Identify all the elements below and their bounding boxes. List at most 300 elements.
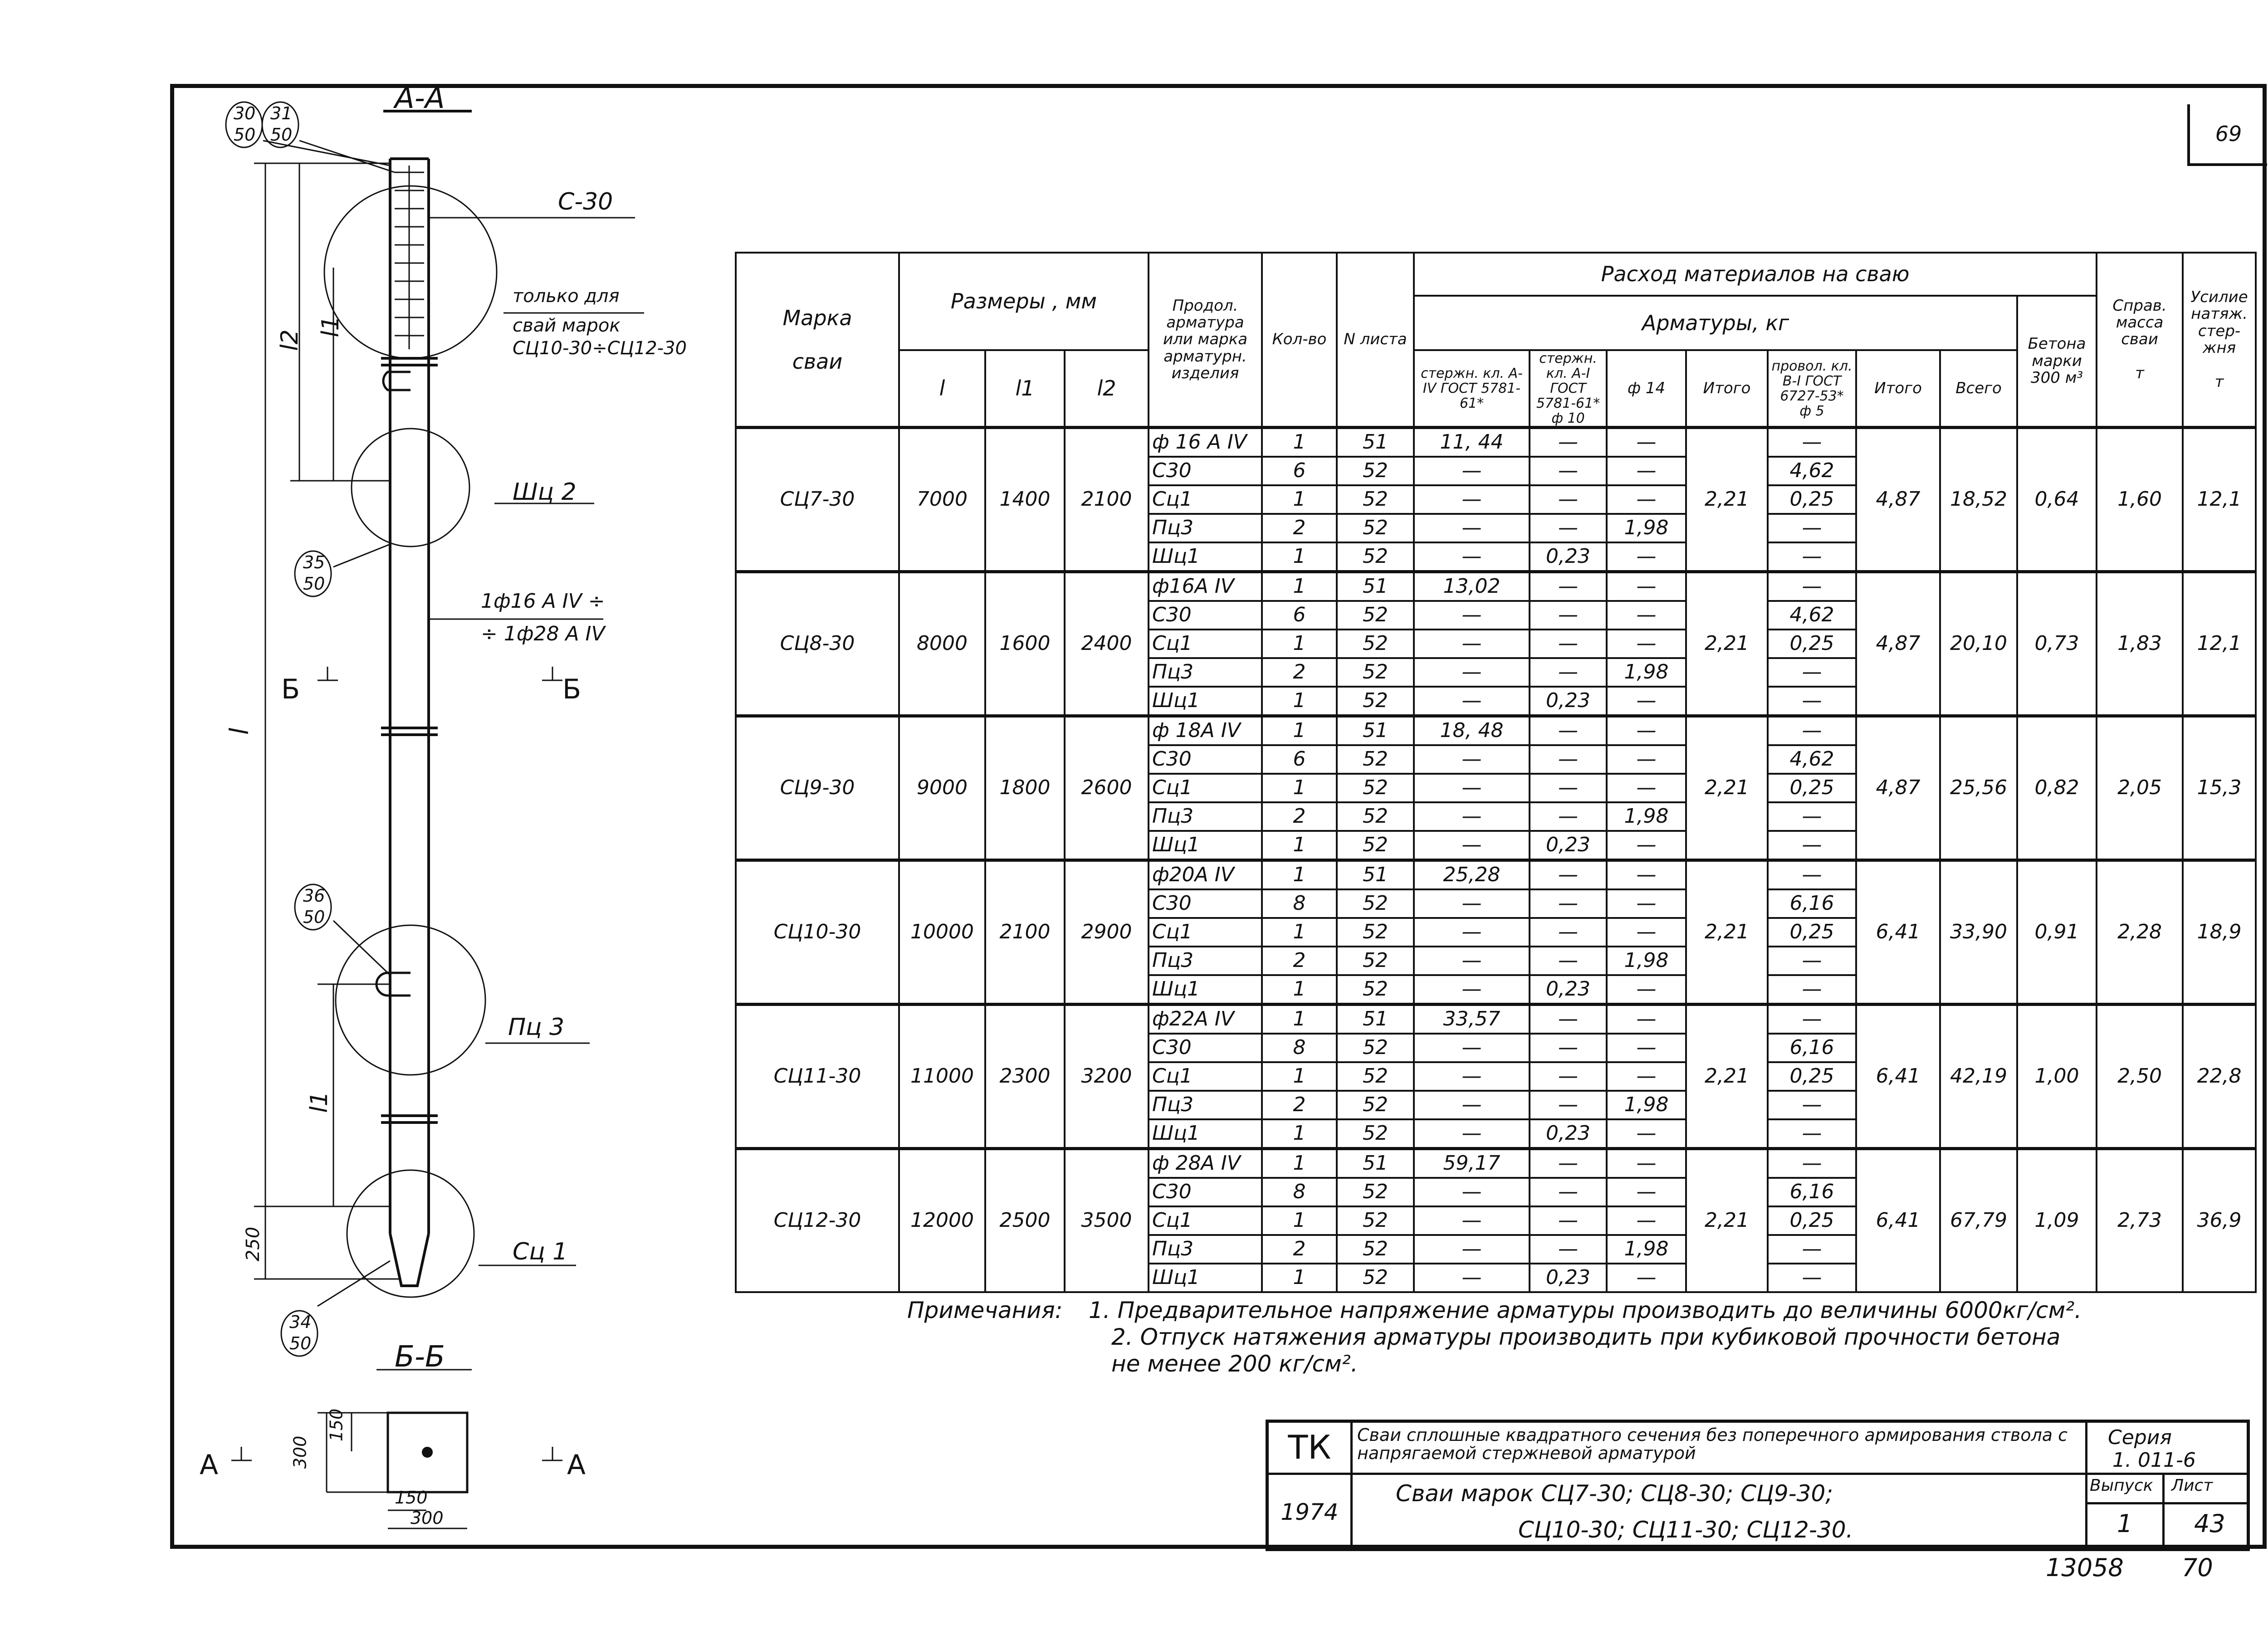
cell-mass: 1,83 [2097, 572, 2183, 716]
cell-concrete: 0,82 [2017, 716, 2097, 860]
subtitle-2: СЦ10-30; СЦ11-30; СЦ12-30. [1518, 1517, 1853, 1543]
cell-phi10: — [1530, 514, 1607, 542]
note-2-cont: не менее 200 кг/см². [1111, 1351, 1358, 1377]
callout-30-bottom: 50 [234, 125, 256, 145]
cell-phi14: — [1607, 831, 1686, 860]
cell-mark: СЦ9-30 [736, 716, 899, 860]
cell-sheet: 51 [1337, 1149, 1414, 1178]
cell-phi10: 0,23 [1530, 542, 1607, 572]
cell-qty: 1 [1262, 831, 1337, 860]
callout-31-top: 31 [270, 103, 293, 123]
cell-phi5: 0,25 [1768, 1062, 1856, 1091]
cell-qty: 1 [1262, 1264, 1337, 1292]
cell-rod-a4: 18, 48 [1414, 716, 1530, 746]
cell-item: С30 [1149, 457, 1262, 485]
cell-phi10: — [1530, 457, 1607, 485]
cell-qty: 8 [1262, 1178, 1337, 1206]
cell-wire-total: 6,41 [1856, 1005, 1940, 1149]
cell-rod-a4: — [1414, 1119, 1530, 1149]
subtitle-1: Сваи марок СЦ7-30; СЦ8-30; СЦ9-30; [1396, 1480, 1833, 1507]
cell-rod-a4: — [1414, 975, 1530, 1005]
cell-mark: СЦ10-30 [736, 860, 899, 1005]
footer-number: 70 [2182, 1553, 2213, 1582]
cell-l: 11000 [899, 1005, 985, 1149]
header-sizes: Размеры , мм [899, 253, 1149, 350]
cell-rebar-total: 2,21 [1686, 1005, 1768, 1149]
cell-qty: 8 [1262, 1034, 1337, 1062]
cell-phi5: — [1768, 428, 1856, 457]
cell-phi14: — [1607, 1005, 1686, 1034]
cell-wire-total: 4,87 [1856, 572, 1940, 716]
cell-phi5: — [1768, 860, 1856, 890]
cell-phi14: — [1607, 745, 1686, 774]
cell-qty: 2 [1262, 514, 1337, 542]
table-body [736, 428, 2256, 1293]
cell-mass: 2,05 [2097, 716, 2183, 860]
only-for-line3: СЦ10-30÷СЦ12-30 [513, 338, 687, 359]
cell-mark: СЦ11-30 [736, 1005, 899, 1149]
callout-34-top: 34 [289, 1312, 312, 1332]
materials-table [735, 252, 2257, 1293]
cell-sheet: 52 [1337, 1119, 1414, 1149]
cell-sheet: 52 [1337, 918, 1414, 947]
cell-l: 8000 [899, 572, 985, 716]
cell-item: Пц3 [1149, 658, 1262, 687]
cell-item: С30 [1149, 1034, 1262, 1062]
header-prod: Продол. арматура или марка арматурн. изделия [1149, 253, 1262, 428]
cell-qty: 1 [1262, 1062, 1337, 1091]
cell-all: 42,19 [1940, 1005, 2017, 1149]
cell-item: Шц1 [1149, 1264, 1262, 1292]
cell-mass: 2,50 [2097, 1005, 2183, 1149]
header-all: Всего [1940, 350, 2017, 428]
cell-item: Шц1 [1149, 831, 1262, 860]
section-b-left-mark: Б [281, 674, 300, 705]
cell-phi5: — [1768, 802, 1856, 831]
pc3-label: Пц 3 [508, 1014, 565, 1041]
callout-35-top: 35 [303, 552, 325, 572]
cell-qty: 1 [1262, 1149, 1337, 1178]
cell-all: 18,52 [1940, 428, 2017, 572]
table-row [736, 860, 2256, 890]
cell-force: 36,9 [2183, 1149, 2256, 1293]
cell-qty: 1 [1262, 716, 1337, 746]
cell-phi5: — [1768, 947, 1856, 975]
cell-qty: 2 [1262, 658, 1337, 687]
cell-rod-a4: — [1414, 485, 1530, 514]
cell-sheet: 52 [1337, 658, 1414, 687]
cell-qty: 8 [1262, 889, 1337, 918]
cell-item: ф 28А IV [1149, 1149, 1262, 1178]
cell-phi14: 1,98 [1607, 1235, 1686, 1264]
cell-phi5: — [1768, 572, 1856, 601]
cell-item: С30 [1149, 1178, 1262, 1206]
cell-rod-a4: — [1414, 1264, 1530, 1292]
cell-rod-a4: 13,02 [1414, 572, 1530, 601]
cell-sheet: 52 [1337, 889, 1414, 918]
cell-qty: 1 [1262, 542, 1337, 572]
table-row [736, 716, 2256, 746]
sheet-label: Лист [2171, 1476, 2213, 1495]
cell-l1: 1800 [985, 716, 1065, 860]
cell-mass: 2,73 [2097, 1149, 2183, 1293]
cell-phi14: — [1607, 889, 1686, 918]
table-row [736, 1149, 2256, 1178]
cell-item: Пц3 [1149, 1091, 1262, 1119]
cell-phi14: — [1607, 1149, 1686, 1178]
cell-rod-a4: 33,57 [1414, 1005, 1530, 1034]
cell-rod-a4: — [1414, 889, 1530, 918]
cell-phi14: 1,98 [1607, 514, 1686, 542]
cell-qty: 1 [1262, 630, 1337, 658]
cell-rod-a4: 59,17 [1414, 1149, 1530, 1178]
cell-l2: 2600 [1065, 716, 1149, 860]
cell-phi5: 0,25 [1768, 918, 1856, 947]
cell-sheet: 51 [1337, 860, 1414, 890]
table-row [736, 1005, 2256, 1034]
cell-l: 12000 [899, 1149, 985, 1293]
header-phi10: стержн. кл. А-I ГОСТ 5781-61* ф 10 [1530, 350, 1607, 428]
cell-sheet: 52 [1337, 1062, 1414, 1091]
cell-phi5: — [1768, 1235, 1856, 1264]
cell-item: Сц1 [1149, 485, 1262, 514]
cell-phi14: — [1607, 716, 1686, 746]
cell-sheet: 52 [1337, 514, 1414, 542]
cell-force: 12,1 [2183, 428, 2256, 572]
cell-phi5: 4,62 [1768, 601, 1856, 630]
cell-qty: 2 [1262, 1235, 1337, 1264]
header-total2: Итого [1856, 350, 1940, 428]
cell-rod-a4: — [1414, 542, 1530, 572]
issue-value: 1 [2117, 1509, 2133, 1538]
only-for-line2: свай марок [513, 315, 621, 336]
cell-l2: 2400 [1065, 572, 1149, 716]
cell-phi10: — [1530, 630, 1607, 658]
cell-rebar-total: 2,21 [1686, 1149, 1768, 1293]
header-rod-a4: стержн. кл. А-IV ГОСТ 5781-61* [1414, 350, 1530, 428]
cell-rebar-total: 2,21 [1686, 860, 1768, 1005]
cell-concrete: 1,00 [2017, 1005, 2097, 1149]
cell-sheet: 52 [1337, 774, 1414, 802]
cell-l: 10000 [899, 860, 985, 1005]
table-row [736, 572, 2256, 601]
cell-item: ф 18А IV [1149, 716, 1262, 746]
dim-l2: l2 [276, 329, 303, 351]
cell-rebar-total: 2,21 [1686, 572, 1768, 716]
cell-sheet: 51 [1337, 1005, 1414, 1034]
cell-rod-a4: 25,28 [1414, 860, 1530, 890]
cell-phi10: — [1530, 601, 1607, 630]
cell-sheet: 52 [1337, 831, 1414, 860]
cell-item: С30 [1149, 601, 1262, 630]
cell-l2: 3200 [1065, 1005, 1149, 1149]
cell-l2: 2900 [1065, 860, 1149, 1005]
cell-sheet: 51 [1337, 572, 1414, 601]
cell-all: 67,79 [1940, 1149, 2017, 1293]
cell-mass: 1,60 [2097, 428, 2183, 572]
cell-phi14: — [1607, 774, 1686, 802]
cell-item: С30 [1149, 889, 1262, 918]
cell-rod-a4: — [1414, 947, 1530, 975]
callout-36-bottom: 50 [303, 907, 325, 927]
cell-phi5: — [1768, 716, 1856, 746]
cell-phi14: — [1607, 1206, 1686, 1235]
cell-mark: СЦ8-30 [736, 572, 899, 716]
cell-sheet: 52 [1337, 1264, 1414, 1292]
dim-300-horizontal: 300 [411, 1508, 444, 1528]
cell-phi10: — [1530, 1005, 1607, 1034]
cell-phi10: — [1530, 1178, 1607, 1206]
cell-l2: 2100 [1065, 428, 1149, 572]
cell-phi14: — [1607, 1119, 1686, 1149]
cell-qty: 1 [1262, 918, 1337, 947]
cell-sheet: 52 [1337, 601, 1414, 630]
cell-phi10: 0,23 [1530, 1119, 1607, 1149]
cell-force: 22,8 [2183, 1005, 2256, 1149]
cell-phi14: — [1607, 542, 1686, 572]
cell-item: ф20А IV [1149, 860, 1262, 890]
cell-sheet: 52 [1337, 1091, 1414, 1119]
dim-150-horizontal: 150 [395, 1488, 428, 1508]
c30-label: С-30 [558, 188, 613, 215]
cell-sheet: 51 [1337, 716, 1414, 746]
cell-qty: 1 [1262, 1119, 1337, 1149]
dim-l: l [225, 727, 254, 735]
cell-phi5: 0,25 [1768, 485, 1856, 514]
cell-qty: 1 [1262, 485, 1337, 514]
cell-rod-a4: — [1414, 1206, 1530, 1235]
cell-item: Сц1 [1149, 918, 1262, 947]
cell-sheet: 52 [1337, 687, 1414, 716]
cell-phi14: — [1607, 601, 1686, 630]
section-aa-title: А-А [395, 82, 445, 115]
cell-sheet: 52 [1337, 630, 1414, 658]
cell-item: Шц1 [1149, 1119, 1262, 1149]
sheet-value: 43 [2194, 1509, 2225, 1538]
cell-sheet: 52 [1337, 1034, 1414, 1062]
cell-phi10: — [1530, 716, 1607, 746]
cell-sheet: 52 [1337, 485, 1414, 514]
cell-phi14: 1,98 [1607, 947, 1686, 975]
cell-phi5: — [1768, 975, 1856, 1005]
series-value: 1. 011-6 [2112, 1449, 2196, 1472]
header-l2: l2 [1065, 350, 1149, 428]
note-2: 2. Отпуск натяжения арматуры производить при кубиковой прочности бетона [1111, 1324, 2061, 1350]
cell-phi10: — [1530, 947, 1607, 975]
cell-rod-a4: — [1414, 1062, 1530, 1091]
cell-phi14: — [1607, 630, 1686, 658]
callout-34-bottom: 50 [289, 1333, 312, 1353]
cell-sheet: 52 [1337, 802, 1414, 831]
cell-phi5: — [1768, 831, 1856, 860]
cell-item: Пц3 [1149, 1235, 1262, 1264]
cell-l1: 2500 [985, 1149, 1065, 1293]
cell-mark: СЦ7-30 [736, 428, 899, 572]
cell-concrete: 1,09 [2017, 1149, 2097, 1293]
cell-item: ф 16 А IV [1149, 428, 1262, 457]
section-bb-title: Б-Б [395, 1340, 445, 1374]
header-l1: l1 [985, 350, 1065, 428]
cell-sheet: 52 [1337, 1206, 1414, 1235]
footer-code: 13058 [2046, 1553, 2124, 1582]
cell-phi10: — [1530, 918, 1607, 947]
cell-all: 25,56 [1940, 716, 2017, 860]
cell-item: Пц3 [1149, 802, 1262, 831]
cell-mass: 2,28 [2097, 860, 2183, 1005]
cell-phi14: — [1607, 1264, 1686, 1292]
title-main: Сваи сплошные квадратного сечения без поперечного армирования ствола с напрягаемой стержневой арматурой [1357, 1425, 2068, 1463]
cell-phi10: 0,23 [1530, 975, 1607, 1005]
cell-phi10: 0,23 [1530, 1264, 1607, 1292]
series-label: Серия [2108, 1426, 2172, 1449]
cell-phi10: — [1530, 485, 1607, 514]
year: 1974 [1269, 1475, 1353, 1550]
cell-rod-a4: — [1414, 918, 1530, 947]
cell-sheet: 52 [1337, 542, 1414, 572]
cell-qty: 6 [1262, 457, 1337, 485]
cell-phi10: — [1530, 1206, 1607, 1235]
cell-qty: 6 [1262, 745, 1337, 774]
cell-phi5: — [1768, 687, 1856, 716]
cell-l1: 1600 [985, 572, 1065, 716]
cell-sheet: 52 [1337, 1235, 1414, 1264]
cell-l1: 2300 [985, 1005, 1065, 1149]
callout-36-top: 36 [303, 886, 325, 906]
cell-phi14: — [1607, 457, 1686, 485]
cell-qty: 1 [1262, 428, 1337, 457]
title-block [1266, 1420, 2250, 1551]
header-phi5: провол. кл. В-I ГОСТ 6727-53* ф 5 [1768, 350, 1856, 428]
cell-rod-a4: — [1414, 658, 1530, 687]
cell-rod-a4: — [1414, 601, 1530, 630]
cell-item: Сц1 [1149, 774, 1262, 802]
cell-rod-a4: 11, 44 [1414, 428, 1530, 457]
cell-phi5: — [1768, 1005, 1856, 1034]
cell-l1: 2100 [985, 860, 1065, 1005]
cell-rod-a4: — [1414, 630, 1530, 658]
cell-phi10: — [1530, 1034, 1607, 1062]
cell-rebar-total: 2,21 [1686, 428, 1768, 572]
cell-l: 9000 [899, 716, 985, 860]
cell-rod-a4: — [1414, 802, 1530, 831]
only-for-line1: только для [513, 286, 620, 307]
cell-phi14: — [1607, 860, 1686, 890]
cell-phi5: — [1768, 514, 1856, 542]
cell-phi10: — [1530, 428, 1607, 457]
header-mass: Справ. масса сваи т [2097, 253, 2183, 428]
cell-phi14: — [1607, 428, 1686, 457]
cell-item: С30 [1149, 745, 1262, 774]
issue-label: Выпуск [2090, 1476, 2153, 1495]
cell-rod-a4: — [1414, 457, 1530, 485]
cell-wire-total: 6,41 [1856, 1149, 1940, 1293]
cell-phi10: — [1530, 1091, 1607, 1119]
cell-item: ф16А IV [1149, 572, 1262, 601]
cell-qty: 1 [1262, 860, 1337, 890]
cell-all: 33,90 [1940, 860, 2017, 1005]
cell-qty: 6 [1262, 601, 1337, 630]
cell-rod-a4: — [1414, 687, 1530, 716]
cell-qty: 2 [1262, 1091, 1337, 1119]
cell-item: Сц1 [1149, 630, 1262, 658]
cell-item: Шц1 [1149, 975, 1262, 1005]
cell-qty: 1 [1262, 1005, 1337, 1034]
header-l: l [899, 350, 985, 428]
cell-phi10: — [1530, 658, 1607, 687]
cell-item: Сц1 [1149, 1206, 1262, 1235]
cell-item: Сц1 [1149, 1062, 1262, 1091]
rebar-range-line2: ÷ 1ф28 А IV [481, 622, 605, 645]
header-force: Усилие натяж. стер- жня т [2183, 253, 2256, 428]
cell-item: ф22А IV [1149, 1005, 1262, 1034]
cell-sheet: 52 [1337, 457, 1414, 485]
callout-30-top: 30 [234, 103, 256, 123]
cell-wire-total: 6,41 [1856, 860, 1940, 1005]
cell-wire-total: 4,87 [1856, 716, 1940, 860]
cell-item: Шц1 [1149, 687, 1262, 716]
cell-phi5: 6,16 [1768, 1178, 1856, 1206]
cell-qty: 2 [1262, 947, 1337, 975]
sc1-label: Сц 1 [513, 1238, 568, 1265]
rebar-range-line1: 1ф16 А IV ÷ [481, 590, 605, 613]
cell-sheet: 52 [1337, 745, 1414, 774]
cell-phi10: — [1530, 745, 1607, 774]
cell-all: 20,10 [1940, 572, 2017, 716]
cell-phi5: 0,25 [1768, 1206, 1856, 1235]
cell-phi10: — [1530, 1235, 1607, 1264]
cell-force: 18,9 [2183, 860, 2256, 1005]
cell-phi5: — [1768, 1264, 1856, 1292]
cell-phi5: 0,25 [1768, 774, 1856, 802]
header-mark: Марка сваи [736, 253, 899, 428]
cell-phi5: — [1768, 542, 1856, 572]
header-qty: Кол-во [1262, 253, 1337, 428]
header-concrete: Бетона марки 300 м³ [2017, 296, 2097, 428]
dim-l1-bottom: l1 [305, 1091, 333, 1113]
cell-phi5: — [1768, 1091, 1856, 1119]
cell-phi14: — [1607, 1062, 1686, 1091]
cell-phi10: — [1530, 1062, 1607, 1091]
cell-qty: 1 [1262, 572, 1337, 601]
cell-rod-a4: — [1414, 1034, 1530, 1062]
cell-qty: 2 [1262, 802, 1337, 831]
cell-phi5: 6,16 [1768, 889, 1856, 918]
section-b-right-mark: Б [562, 674, 582, 705]
cell-wire-total: 4,87 [1856, 428, 1940, 572]
cell-rod-a4: — [1414, 774, 1530, 802]
cell-rod-a4: — [1414, 745, 1530, 774]
note-1: 1. Предварительное напряжение арматуры производить до величины 6000кг/см². [1089, 1297, 2082, 1323]
cell-phi5: 4,62 [1768, 745, 1856, 774]
cell-sheet: 52 [1337, 1178, 1414, 1206]
cell-phi14: — [1607, 975, 1686, 1005]
cell-phi5: 0,25 [1768, 630, 1856, 658]
cell-qty: 1 [1262, 774, 1337, 802]
cell-phi14: — [1607, 918, 1686, 947]
cell-item: Пц3 [1149, 514, 1262, 542]
cell-concrete: 0,64 [2017, 428, 2097, 572]
cell-phi5: — [1768, 1119, 1856, 1149]
header-sheet: N листа [1337, 253, 1414, 428]
cell-mark: СЦ12-30 [736, 1149, 899, 1293]
cell-phi5: 4,62 [1768, 457, 1856, 485]
cell-item: Шц1 [1149, 542, 1262, 572]
section-a-left-mark: А [200, 1449, 219, 1481]
cell-sheet: 52 [1337, 947, 1414, 975]
cell-phi14: 1,98 [1607, 658, 1686, 687]
callout-31-bottom: 50 [270, 125, 293, 145]
callout-35-bottom: 50 [303, 574, 325, 594]
